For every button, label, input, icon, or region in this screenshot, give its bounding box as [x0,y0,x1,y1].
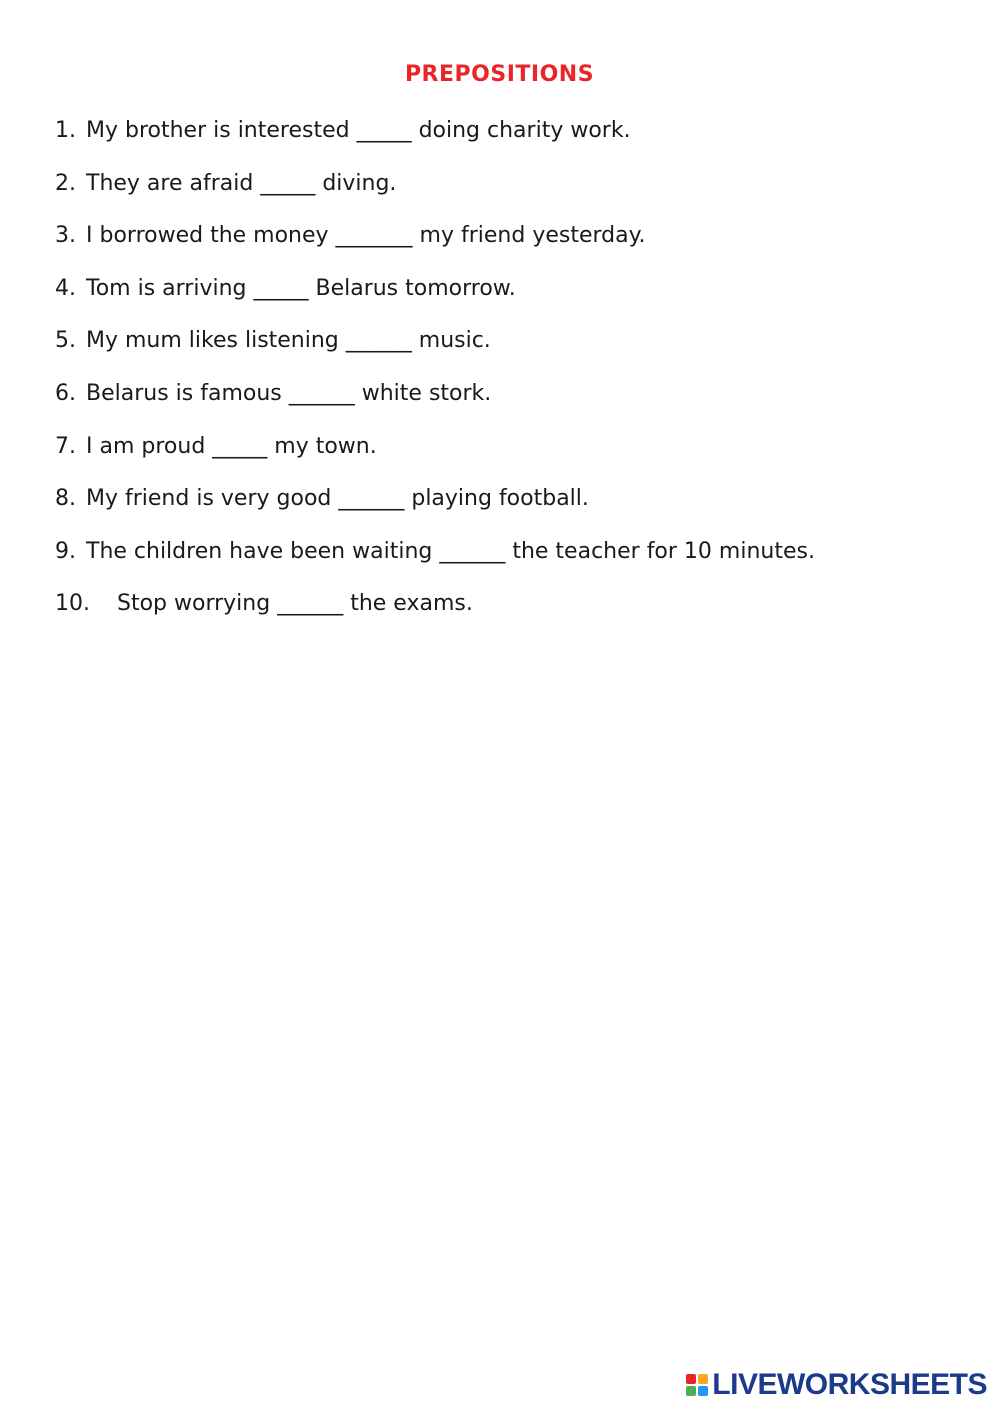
question-item [55,115,955,168]
liveworksheets-logo-icon [686,1374,708,1396]
question-number: 8. [55,486,76,512]
question-text: Belarus is famous ______ white stork. [86,380,492,406]
question-item [55,536,955,589]
question-number: 7. [55,433,76,459]
question-list [55,115,955,641]
question-number: 3. [55,223,76,249]
logo-square-v [686,1386,696,1396]
question-number: 9. [55,538,76,564]
logo-text: LIVEWORKSHEETS [712,1368,987,1401]
logo-square-l [686,1374,696,1384]
question-text: I am proud _____ my town. [86,433,377,459]
question-number: 5. [55,328,76,354]
question-item [55,325,955,378]
logo-square-e [698,1386,708,1396]
question-item [55,588,955,641]
question-text: Tom is arriving _____ Belarus tomorrow. [86,275,516,301]
liveworksheets-logo[interactable] [686,1368,987,1402]
question-number: 10. [55,591,90,617]
question-item [55,220,955,273]
worksheet-title: PREPOSITIONS [404,62,595,87]
question-text: They are afraid _____ diving. [86,170,397,196]
question-item [55,273,955,326]
question-text: Stop worrying ______ the exams. [117,591,473,617]
question-text: My mum likes listening ______ music. [86,328,491,354]
question-item [55,483,955,536]
question-number: 6. [55,380,76,406]
question-text: My friend is very good ______ playing football. [86,486,589,512]
question-item [55,378,955,431]
question-text: I borrowed the money _______ my friend yesterday. [86,223,646,249]
question-number: 4. [55,275,76,301]
question-number: 2. [55,170,76,196]
question-text: The children have been waiting ______ the teacher for 10 minutes. [86,538,815,564]
question-item [55,168,955,221]
question-number: 1. [55,118,76,143]
question-item [55,431,955,484]
logo-square-i [698,1374,708,1384]
question-text: My brother is interested _____ doing charity work. [86,118,631,143]
